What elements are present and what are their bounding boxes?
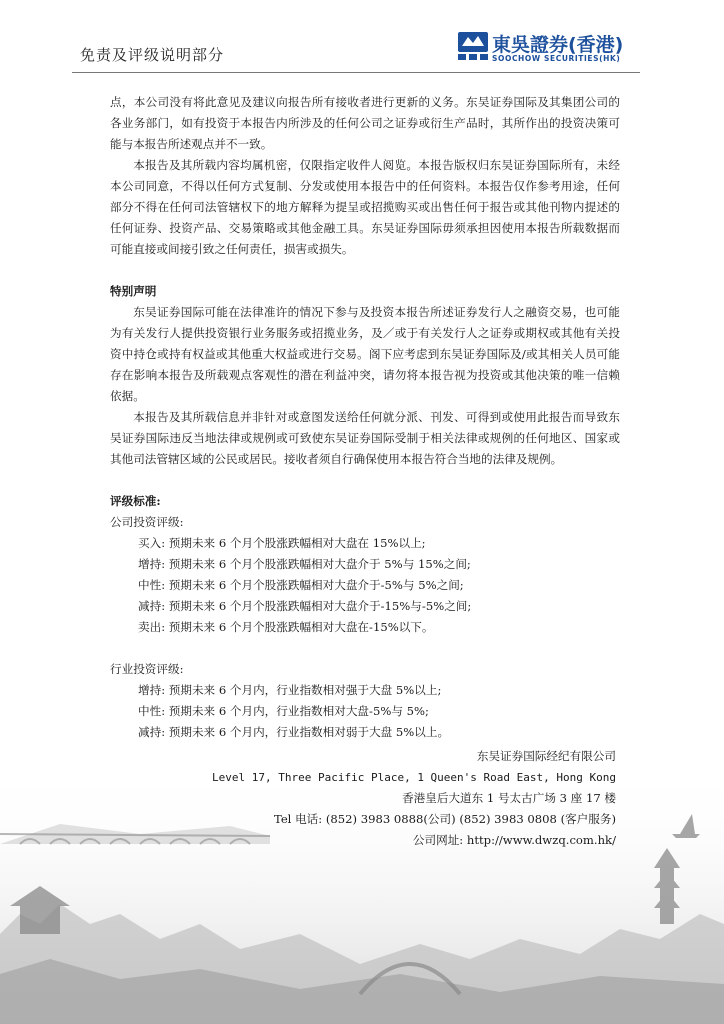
address-chinese: 香港皇后大道东 1 号太古广场 3 座 17 楼 [402,791,616,805]
soochow-logo-icon [458,32,488,60]
rating-standard-title: 评级标准: [110,494,161,508]
company-name: 东吴证券国际经纪有限公司 [476,749,616,763]
industry-rating-title: 行业投资评级: [110,662,184,676]
logo-text-cn: 東吳證券(香港) [492,34,624,56]
special-statement-title: 特别声明 [110,284,157,298]
special-statement-paragraph: 本报告及其所载信息并非针对或意图发送给任何就分派、刊发、可得到或使用此报告而导致东吴证券国际违反当地法律或规例或可致使东吴证券国际受制于相关法律或规例的任何地区、国家或其他司法管辖区域的公民或居民。接收者须自行确保使用本报告符合当地的法律及规例。 [110,410,620,466]
company-rating-row: 增持: 预期未来 6 个月个股涨跌幅相对大盘介于 5%与 15%之间; [138,557,471,571]
company-logo [458,30,640,66]
company-rating-row: 减持: 预期未来 6 个月个股涨跌幅相对大盘介于-15%与-5%之间; [138,599,472,613]
industry-rating-row: 增持: 预期未来 6 个月内，行业指数相对强于大盘 5%以上; [138,683,442,697]
company-rating-title: 公司投资评级: [110,515,184,529]
header-divider [72,72,640,73]
company-website[interactable]: 公司网址: http://www.dwzq.com.hk/ [412,833,616,847]
company-rating-row: 卖出: 预期未来 6 个月个股涨跌幅相对大盘在-15%以下。 [138,620,434,634]
company-contact-block [212,746,616,851]
page-header-title: 免责及评级说明部分 [80,46,225,64]
logo-text-en: SOOCHOW SECURITIES(HK) [492,54,621,63]
special-statement-paragraph: 东吴证券国际可能在法律准许的情况下参与及投资本报告所述证券发行人之融资交易，也可能为有关发行人提供投资银行业务服务或招揽业务，及／或于有关发行人之证券或期权或其他有关投资中持仓或持有权益或其他重大权益或进行交易。阁下应考虑到东吴证券国际及/或其相关人员可能存在影响本报告及所载观点客观性的潜在利益冲突，请勿将本报告视为投资或其他决策的唯一信赖依据。 [110,305,620,403]
disclaimer-paragraph: 点，本公司没有将此意见及建议向报告所有接收者进行更新的义务。东吴证券国际及其集团公司的各业务部门，如有投资于本报告内所涉及的任何公司之证券或衍生产品时，其所作出的投资决策可能与本报告所述观点并不一致。 [110,95,620,151]
industry-rating-row: 减持: 预期未来 6 个月内，行业指数相对弱于大盘 5%以上。 [138,725,450,739]
company-rating-row: 中性: 预期未来 6 个月个股涨跌幅相对大盘介于-5%与 5%之间; [138,578,464,592]
telephone: Tel 电话: (852) 3983 0888(公司) (852) 3983 0808 (客户服务) [273,812,616,826]
industry-rating-row: 中性: 预期未来 6 个月内，行业指数相对大盘-5%与 5%; [138,704,429,718]
address-english: Level 17, Three Pacific Place, 1 Queen's Road East, Hong Kong [212,771,616,784]
disclaimer-body [110,92,620,743]
disclaimer-paragraph: 本报告及其所载内容均属机密，仅限指定收件人阅览。本报告版权归东吴证券国际所有，未经本公司同意，不得以任何方式复制、分发或使用本报告中的任何资料。本报告仅作参考用途，任何部分不得在任何司法管辖权下的地方解释为提呈或招揽购买或出售任何于报告或其他刊物内提述的任何证券、投资产品、交易策略或其他金融工具。东吴证券国际毋须承担因使用本报告所载数据而可能直接或间接引致之任何责任，损害或损失。 [110,158,620,256]
company-rating-row: 买入: 预期未来 6 个月个股涨跌幅相对大盘在 15%以上; [138,536,426,550]
